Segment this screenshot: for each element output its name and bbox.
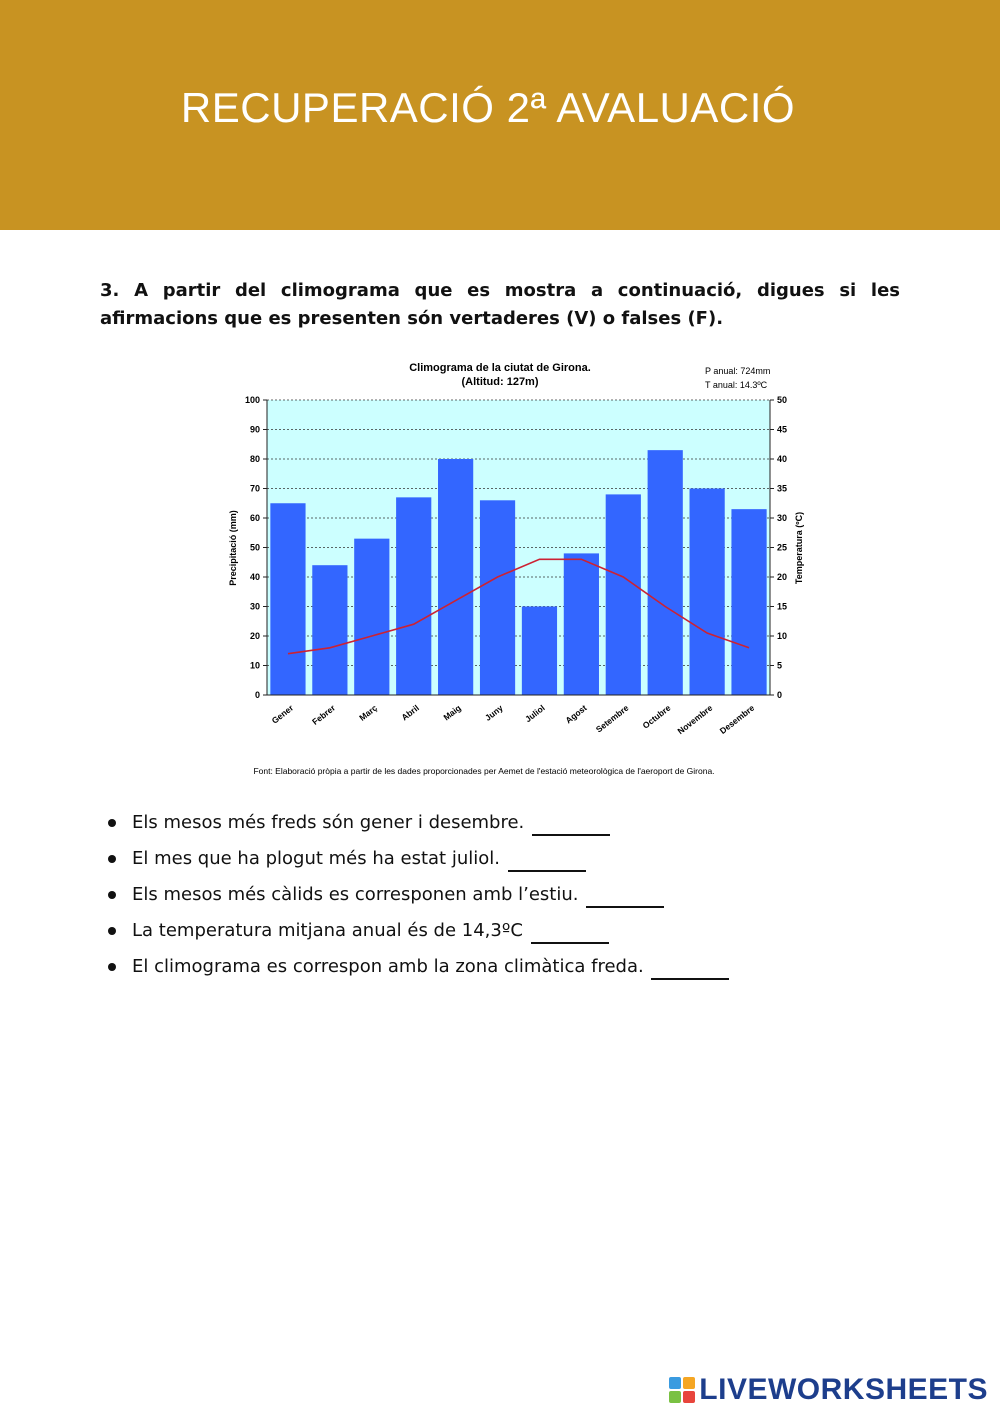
x-tick-label: Desembre [717, 702, 757, 736]
x-tick-label: Abril [399, 702, 421, 723]
y-tick-label: 70 [249, 483, 260, 494]
statement-item [100, 841, 920, 877]
x-tick-label: Octubre [640, 702, 673, 731]
x-tick-label: Novembre [675, 702, 715, 737]
bar-juny [480, 500, 515, 695]
y-tick-label: 60 [249, 513, 260, 523]
bullet-icon [108, 855, 116, 863]
chart-annotation-temp: T anual: 14.3ºC [705, 380, 768, 390]
y2-tick-label: 45 [777, 424, 788, 435]
y2-tick-label: 20 [777, 572, 788, 582]
bar-agost [564, 553, 599, 695]
logo-blocks-icon [669, 1377, 695, 1403]
x-tick-label: Febrer [310, 702, 338, 727]
y2-tick-label: 35 [777, 483, 788, 494]
y-axis-label: Precipitació (mm) [228, 510, 238, 586]
y-tick-label: 50 [249, 542, 260, 553]
y-tick-label: 80 [249, 454, 260, 464]
y2-tick-label: 40 [777, 454, 788, 464]
x-tick-label: Setembre [593, 702, 631, 735]
answer-blank[interactable] [508, 850, 586, 872]
chart-annotation-precip: P anual: 724mm [705, 366, 771, 376]
x-tick-label: Juliol [523, 702, 547, 725]
statement-text: Els mesos més freds són gener i desembre. [132, 812, 525, 833]
y2-tick-label: 5 [777, 660, 783, 671]
y-tick-label: 90 [249, 424, 260, 435]
x-tick-label: Març [357, 702, 380, 723]
chart-title: Climograma de la ciutat de Girona. [409, 362, 591, 374]
statement-item [100, 877, 920, 913]
chart-subtitle: (Altitud: 127m) [461, 376, 539, 388]
bar-juliol [522, 607, 557, 696]
bar-març [354, 539, 389, 695]
y-tick-label: 30 [249, 601, 260, 612]
bar-novembre [690, 489, 725, 696]
liveworksheets-logo[interactable] [669, 1372, 988, 1408]
bullet-icon [108, 819, 116, 827]
statement-text: La temperatura mitjana anual és de 14,3ºC [132, 920, 523, 941]
statement-text: Els mesos més càlids es corresponen amb l’estiu. [132, 884, 579, 905]
y-tick-label: 10 [249, 660, 260, 671]
bar-setembre [606, 494, 641, 695]
y-tick-label: 20 [249, 631, 260, 641]
logo-text: LIVEWORKSHEETS [699, 1373, 988, 1406]
x-tick-label: Juny [482, 702, 505, 723]
y2-tick-label: 15 [777, 601, 788, 612]
question-text: 3. A partir del climograma que es mostra a continuació, digues si les afirmacions que es presenten són vertaderes (V) o falses (F). [100, 280, 900, 329]
y2-tick-label: 25 [777, 542, 788, 553]
bar-maig [438, 459, 473, 695]
x-tick-label: Agost [563, 702, 589, 726]
y2-tick-label: 30 [777, 513, 788, 523]
y-tick-label: 100 [244, 395, 260, 405]
x-tick-label: Maig [441, 702, 463, 723]
page-title: RECUPERACIÓ 2ª AVALUACIÓ [180, 84, 796, 131]
y2-tick-label: 10 [777, 631, 788, 641]
bar-abril [396, 497, 431, 695]
answer-blank[interactable] [531, 922, 609, 944]
bar-octubre [648, 450, 683, 695]
y-tick-label: 40 [249, 572, 260, 582]
bullet-icon [108, 927, 116, 935]
bullet-icon [108, 963, 116, 971]
chart-source: Font: Elaboració pròpia a partir de les dades proporcionades per Aemet de l'estació meteorològica de l'aeroport de Girona. [253, 766, 715, 776]
statements-list [100, 805, 920, 985]
bar-febrer [312, 565, 347, 695]
bar-gener [270, 503, 305, 695]
answer-blank[interactable] [532, 814, 610, 836]
x-tick-label: Gener [269, 702, 296, 726]
y2-axis-label: Temperatura (ºC) [794, 511, 804, 585]
bar-desembre [731, 509, 766, 695]
y2-tick-label: 0 [777, 690, 783, 700]
bullet-icon [108, 891, 116, 899]
statement-text: El climograma es correspon amb la zona climàtica freda. [132, 956, 644, 977]
answer-blank[interactable] [651, 958, 729, 980]
statement-item [100, 805, 920, 841]
y-tick-label: 0 [254, 690, 260, 700]
answer-blank[interactable] [586, 886, 664, 908]
statement-item [100, 949, 920, 985]
y2-tick-label: 50 [777, 395, 788, 405]
statement-item [100, 913, 920, 949]
statement-text: El mes que ha plogut més ha estat juliol. [132, 848, 500, 869]
